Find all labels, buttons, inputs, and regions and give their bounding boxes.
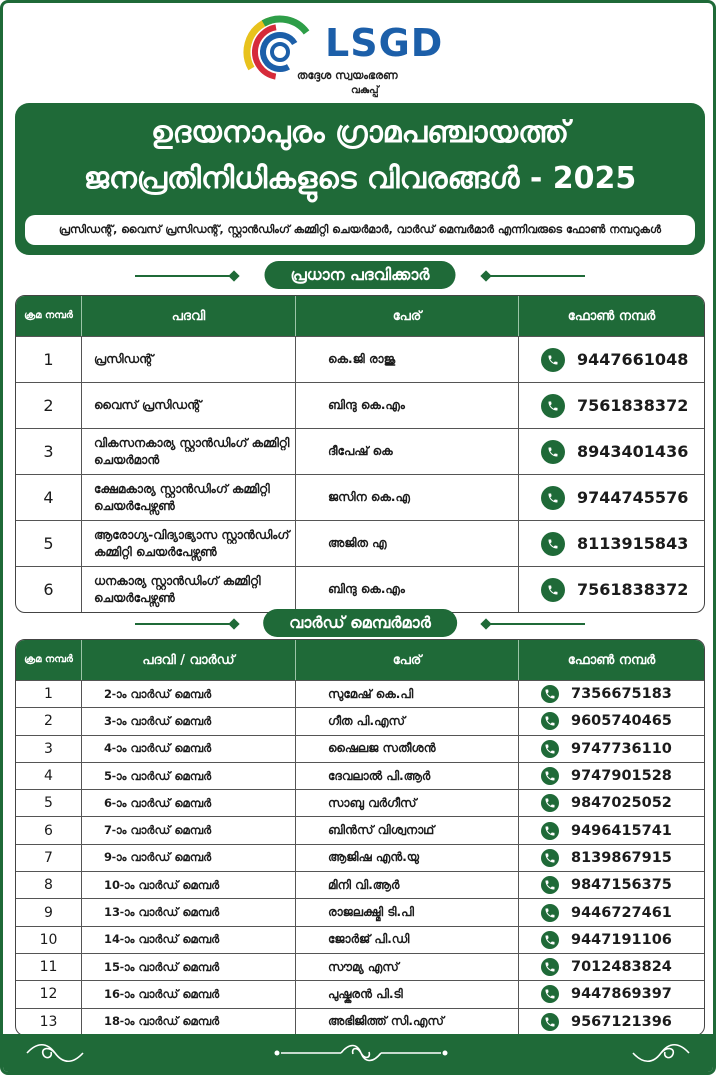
phone-icon xyxy=(541,822,559,840)
row-phone-cell xyxy=(519,521,704,566)
row-name: ആജിഷ എൻ.യു xyxy=(296,845,519,871)
row-post: 2-ാം വാർഡ് മെമ്പർ xyxy=(82,681,296,707)
row-post: 16-ാം വാർഡ് മെമ്പർ xyxy=(82,981,296,1007)
wards-section-heading xyxy=(15,609,705,639)
phone-number[interactable]: 9847156375 xyxy=(571,877,672,894)
col-header-post: പദവി xyxy=(82,296,296,336)
phone-number[interactable]: 8113915843 xyxy=(577,534,689,553)
table-row xyxy=(16,474,704,520)
table-row xyxy=(16,953,704,980)
col-header-phone: ഫോൺ നമ്പർ xyxy=(567,652,656,668)
phone-icon xyxy=(541,794,559,812)
row-name: ജോർജ് പി.ഡി xyxy=(296,927,519,953)
phone-icon xyxy=(541,931,559,949)
phone-icon xyxy=(541,712,559,730)
row-name: കെ.ജി രാജു xyxy=(296,337,519,382)
row-name: സൗമ്യ എസ് xyxy=(296,954,519,980)
row-post: 10-ാം വാർഡ് മെമ്പർ xyxy=(82,872,296,898)
row-number: 2 xyxy=(16,708,82,734)
row-number: 4 xyxy=(16,475,82,520)
wards-heading-label: വാർഡ് മെമ്പർമാർ xyxy=(263,609,457,637)
row-phone-cell xyxy=(519,927,704,953)
phone-number[interactable]: 9747901528 xyxy=(571,768,672,785)
row-number: 8 xyxy=(16,872,82,898)
phone-icon xyxy=(541,486,565,510)
table-row xyxy=(16,428,704,474)
divider-line xyxy=(135,275,235,277)
row-name: മിനി വി.ആർ xyxy=(296,872,519,898)
table-row xyxy=(16,336,704,382)
row-number: 13 xyxy=(16,1009,82,1035)
phone-icon xyxy=(541,578,565,602)
row-post: പ്രസിഡന്റ് xyxy=(82,337,296,382)
header-banner xyxy=(15,103,705,255)
row-post: ആരോഗ്യ-വിദ്യാഭ്യാസ സ്റ്റാൻഡിംഗ് കമ്മിറ്റി ചെയർപേഴ്സൺ xyxy=(82,521,296,566)
logo-text: LSGD xyxy=(325,21,444,65)
row-post: 4-ാം വാർഡ് മെമ്പർ xyxy=(82,736,296,762)
phone-number[interactable]: 9747736110 xyxy=(571,740,672,757)
table-row xyxy=(16,898,704,925)
row-number: 4 xyxy=(16,763,82,789)
phone-number[interactable]: 8139867915 xyxy=(571,849,672,866)
row-number: 2 xyxy=(16,383,82,428)
row-name: സാബു വർഗീസ് xyxy=(296,790,519,816)
phone-number[interactable]: 9446727461 xyxy=(571,904,672,921)
table-row xyxy=(16,844,704,871)
col-header-post: പദവി / വാർഡ് xyxy=(82,640,296,680)
ward-table-body xyxy=(16,680,704,1035)
phone-icon xyxy=(541,394,565,418)
row-name: ബിൻസ് വിശ്വനാഥ് xyxy=(296,817,519,843)
table-header xyxy=(16,640,704,680)
table-header xyxy=(16,296,704,336)
table-row xyxy=(16,926,704,953)
row-phone-cell xyxy=(519,337,704,382)
row-post: 14-ാം വാർഡ് മെമ്പർ xyxy=(82,927,296,953)
row-number: 1 xyxy=(16,337,82,382)
phone-number[interactable]: 9605740465 xyxy=(571,713,672,730)
table-row xyxy=(16,680,704,707)
row-phone-cell xyxy=(519,790,704,816)
row-phone-cell xyxy=(519,567,704,612)
principal-table-body xyxy=(16,336,704,612)
row-post: 7-ാം വാർഡ് മെമ്പർ xyxy=(82,817,296,843)
row-post: ധനകാര്യ സ്റ്റാൻഡിംഗ് കമ്മിറ്റി ചെയർപേഴ്സൺ xyxy=(82,567,296,612)
col-header-no: ക്രമ നമ്പർ xyxy=(16,640,82,680)
phone-icon xyxy=(541,1013,559,1031)
phone-icon xyxy=(541,740,559,758)
phone-number[interactable]: 8943401436 xyxy=(577,442,689,461)
row-phone-cell xyxy=(519,845,704,871)
logo-subtitle-line2: വകുപ്പ് xyxy=(351,85,379,96)
col-header-phone: ഫോൺ നമ്പർ xyxy=(567,308,656,324)
row-name: സുമേഷ് കെ.പി xyxy=(296,681,519,707)
row-number: 1 xyxy=(16,681,82,707)
row-post: 15-ാം വാർഡ് മെമ്പർ xyxy=(82,954,296,980)
row-post: ക്ഷേമകാര്യ സ്റ്റാൻഡിംഗ് കമ്മിറ്റി ചെയർപേഴ്സൺ xyxy=(82,475,296,520)
row-name: ഷൈലജ സതീശൻ xyxy=(296,736,519,762)
phone-icon xyxy=(541,440,565,464)
row-name: ബിന്ദു കെ.എം xyxy=(296,567,519,612)
phone-number[interactable]: 7561838372 xyxy=(577,580,689,599)
phone-number[interactable]: 7356675183 xyxy=(571,686,672,703)
row-phone-cell xyxy=(519,899,704,925)
row-number: 7 xyxy=(16,845,82,871)
logo-subtitle-line1: തദ്ദേശ സ്വയംഭരണ xyxy=(297,69,398,82)
footer-band xyxy=(3,1034,713,1072)
row-number: 11 xyxy=(16,954,82,980)
table-row xyxy=(16,871,704,898)
table-row xyxy=(16,707,704,734)
col-header-name: പേര് xyxy=(296,640,519,680)
col-header-no: ക്രമ നമ്പർ xyxy=(16,296,82,336)
phone-number[interactable]: 9744745576 xyxy=(577,488,689,507)
table-row xyxy=(16,762,704,789)
row-post: 18-ാം വാർഡ് മെമ്പർ xyxy=(82,1009,296,1035)
phone-number[interactable]: 9447661048 xyxy=(577,350,689,369)
row-phone-cell xyxy=(519,954,704,980)
col-header-name: പേര് xyxy=(296,296,519,336)
table-row xyxy=(16,382,704,428)
row-number: 12 xyxy=(16,981,82,1007)
ward-members-table xyxy=(15,639,705,1036)
row-name: ഗീത പി.എസ് xyxy=(296,708,519,734)
phone-icon xyxy=(541,904,559,922)
row-post: വികസനകാര്യ സ്റ്റാൻഡിംഗ് കമ്മിറ്റി ചെയർമാൻ xyxy=(82,429,296,474)
row-number: 10 xyxy=(16,927,82,953)
row-phone-cell xyxy=(519,736,704,762)
phone-number[interactable]: 9496415741 xyxy=(571,822,672,839)
principal-section-heading xyxy=(15,261,705,291)
phone-number[interactable]: 9567121396 xyxy=(571,1013,672,1030)
principal-heading-label: പ്രധാന പദവിക്കാർ xyxy=(265,261,456,289)
row-phone-cell xyxy=(519,708,704,734)
table-row xyxy=(16,789,704,816)
page-title: ജനപ്രതിനിധികളുടെ വിവരങ്ങൾ - 2025 xyxy=(83,161,637,196)
row-phone-cell xyxy=(519,383,704,428)
phone-number[interactable]: 9447191106 xyxy=(571,931,672,948)
principal-table xyxy=(15,295,705,613)
row-name: ദീപേഷ് കെ xyxy=(296,429,519,474)
row-number: 5 xyxy=(16,521,82,566)
divider-line xyxy=(135,623,235,625)
divider-line xyxy=(485,275,585,277)
header-subtitle: പ്രസിഡന്റ്, വൈസ് പ്രസിഡന്റ്, സ്റ്റാൻഡിംഗ് കമ്മിറ്റി ചെയർമാർ, വാർഡ് മെമ്പർമാർ എന്നിവരുടെ ഫോൺ നമ്പറുകൾ xyxy=(25,215,695,245)
panchayat-title: ഉദയനാപുരം ഗ്രാമപഞ്ചായത്ത് xyxy=(151,115,569,150)
row-post: 13-ാം വാർഡ് മെമ്പർ xyxy=(82,899,296,925)
divider-diamond-icon xyxy=(228,618,239,629)
row-number: 6 xyxy=(16,567,82,612)
row-name: ദേവലാൽ പി.ആർ xyxy=(296,763,519,789)
row-number: 3 xyxy=(16,429,82,474)
phone-icon xyxy=(541,685,559,703)
row-phone-cell xyxy=(519,1009,704,1035)
phone-icon xyxy=(541,532,565,556)
flourish-right-icon xyxy=(631,1040,691,1066)
row-phone-cell xyxy=(519,681,704,707)
row-name: പുഷ്കരൻ പി.ടി xyxy=(296,981,519,1007)
row-phone-cell xyxy=(519,981,704,1007)
row-name: അജിത എ xyxy=(296,521,519,566)
divider-diamond-icon xyxy=(228,270,239,281)
row-number: 3 xyxy=(16,736,82,762)
table-row xyxy=(16,980,704,1007)
lsgd-logo xyxy=(241,11,481,95)
phone-number[interactable]: 9447869397 xyxy=(571,986,672,1003)
row-post: വൈസ് പ്രസിഡന്റ് xyxy=(82,383,296,428)
flourish-center-icon xyxy=(271,1040,451,1066)
row-number: 6 xyxy=(16,817,82,843)
row-number: 5 xyxy=(16,790,82,816)
phone-number[interactable]: 9847025052 xyxy=(571,795,672,812)
row-phone-cell xyxy=(519,429,704,474)
row-post: 9-ാം വാർഡ് മെമ്പർ xyxy=(82,845,296,871)
row-name: രാജലക്ഷ്മി ടി.പി xyxy=(296,899,519,925)
table-row xyxy=(16,566,704,612)
row-post: 6-ാം വാർഡ് മെമ്പർ xyxy=(82,790,296,816)
phone-icon xyxy=(541,849,559,867)
phone-number[interactable]: 7561838372 xyxy=(577,396,689,415)
row-phone-cell xyxy=(519,763,704,789)
table-row xyxy=(16,816,704,843)
phone-icon xyxy=(541,985,559,1003)
phone-number[interactable]: 7012483824 xyxy=(571,959,672,976)
row-phone-cell xyxy=(519,475,704,520)
row-name: അഭിജിത്ത് സി.എസ് xyxy=(296,1009,519,1035)
table-row xyxy=(16,520,704,566)
phone-icon xyxy=(541,876,559,894)
divider-line xyxy=(485,623,585,625)
flourish-left-icon xyxy=(25,1040,85,1066)
phone-icon xyxy=(541,767,559,785)
row-name: ബിന്ദു കെ.എം xyxy=(296,383,519,428)
row-number: 9 xyxy=(16,899,82,925)
row-post: 3-ാം വാർഡ് മെമ്പർ xyxy=(82,708,296,734)
row-phone-cell xyxy=(519,872,704,898)
row-name: ജസിന കെ.എ xyxy=(296,475,519,520)
row-post: 5-ാം വാർഡ് മെമ്പർ xyxy=(82,763,296,789)
row-phone-cell xyxy=(519,817,704,843)
table-row xyxy=(16,1008,704,1035)
phone-icon xyxy=(541,348,565,372)
table-row xyxy=(16,735,704,762)
phone-icon xyxy=(541,958,559,976)
